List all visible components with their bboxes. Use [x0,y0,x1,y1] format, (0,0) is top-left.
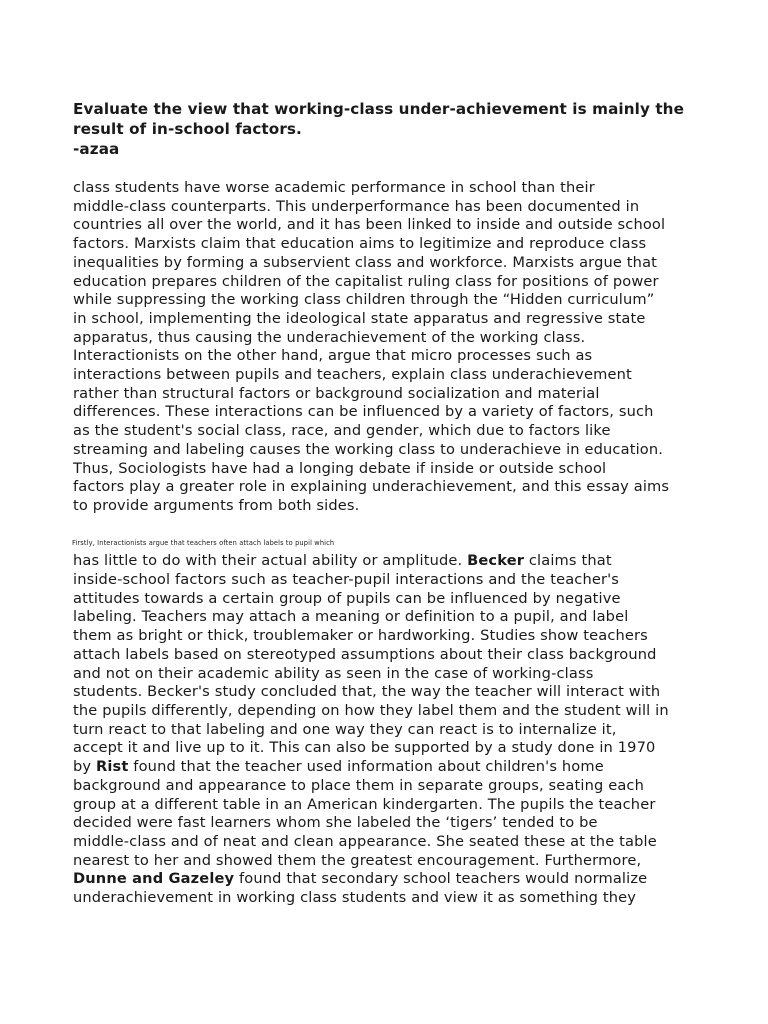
text-line: factors. Marxists claim that education aims to legitimize and reproduce class [73,235,647,253]
title-line-2: result of in-school factors. [73,120,302,138]
text-line: Firstly, Interactionists argue that teachers often attach labels to pupil which [72,538,335,547]
text-line: accept it and live up to it. This can also be supported by a study done in 1970 [73,739,656,757]
text-line: turn react to that labeling and one way they can react is to internalize it, [73,720,617,738]
text-line: while suppressing the working class children through the “Hidden curriculum” [73,291,655,309]
author-name: -azaa [73,140,120,158]
text-line: and not on their academic ability as seen in the case of working-class [73,664,594,682]
text-span: claims that [524,552,612,570]
text-line: middle-class counterparts. This underperformance has been documented in [73,197,640,215]
text-span: has little to do with their actual ability or amplitude. [73,552,468,570]
text-line: inside-school factors such as teacher-pupil interactions and the teacher's [73,571,620,589]
text-line: labeling. Teachers may attach a meaning or definition to a pupil, and label [73,608,629,626]
text-line: students. Becker's study concluded that, the way the teacher will interact with [73,683,661,701]
text-line [73,552,713,571]
text-line: rather than structural factors or background socialization and material [73,384,600,402]
text-line: attach labels based on stereotyped assumptions about their class background [73,645,657,663]
text-line: factors play a greater role in explaining underachievement, and this essay aims [73,478,670,496]
text-line: apparatus, thus causing the underachievement of the working class. [73,328,586,346]
text-line: countries all over the world, and it has been linked to inside and outside school [73,216,666,234]
text-line: inequalities by forming a subservient class and workforce. Marxists argue that [73,253,658,271]
essay-page [73,99,713,908]
text-line: underachievement in working class students and view it as something they [73,889,637,907]
text-line: group at a different table in an American kindergarten. The pupils the teacher [73,795,656,813]
text-line: middle-class and of neat and clean appearance. She seated these at the table [73,832,657,850]
text-line: to provide arguments from both sides. [73,496,360,514]
paragraph-introduction [73,179,713,516]
essay-title [73,99,713,159]
text-line: differences. These interactions can be influenced by a variety of factors, such [73,403,654,421]
title-line-1: Evaluate the view that working-class under-achievement is mainly the [73,100,684,118]
text-line [73,870,713,889]
text-line: as the student's social class, race, and gender, which due to factors like [73,422,611,440]
text-line: education prepares children of the capitalist ruling class for positions of power [73,272,659,290]
text-line: Thus, Sociologists have had a longing debate if inside or outside school [73,459,607,477]
text-span: found that the teacher used information about children's home [128,758,604,776]
text-line: nearest to her and showed them the greatest encouragement. Furthermore, [73,851,642,869]
text-line: Interactionists on the other hand, argue that micro processes such as [73,347,593,365]
text-line: interactions between pupils and teachers, explain class underachievement [73,366,632,384]
text-line: background and appearance to place them in separate groups, seating each [73,776,644,794]
text-line: streaming and labeling causes the working class to underachieve in education. [73,440,664,458]
text-line [73,758,713,777]
reference-becker: Becker [467,552,525,570]
text-line: them as bright or thick, troublemaker or hardworking. Studies show teachers [73,627,648,645]
reference-rist: Rist [96,758,129,776]
text-line: decided were fast learners whom she labeled the ‘tigers’ tended to be [73,814,598,832]
text-line: class students have worse academic performance in school than their [73,179,595,196]
text-span: found that secondary school teachers would normalize [234,870,648,888]
paragraph-labeling-theory [73,534,713,908]
reference-dunne-gazeley: Dunne and Gazeley [73,870,235,888]
text-line: in school, implementing the ideological state apparatus and regressive state [73,309,646,327]
text-span: by [73,758,96,776]
text-line: the pupils differently, depending on how they label them and the student will in [73,701,669,719]
text-line: attitudes towards a certain group of pupils can be influenced by negative [73,589,621,607]
